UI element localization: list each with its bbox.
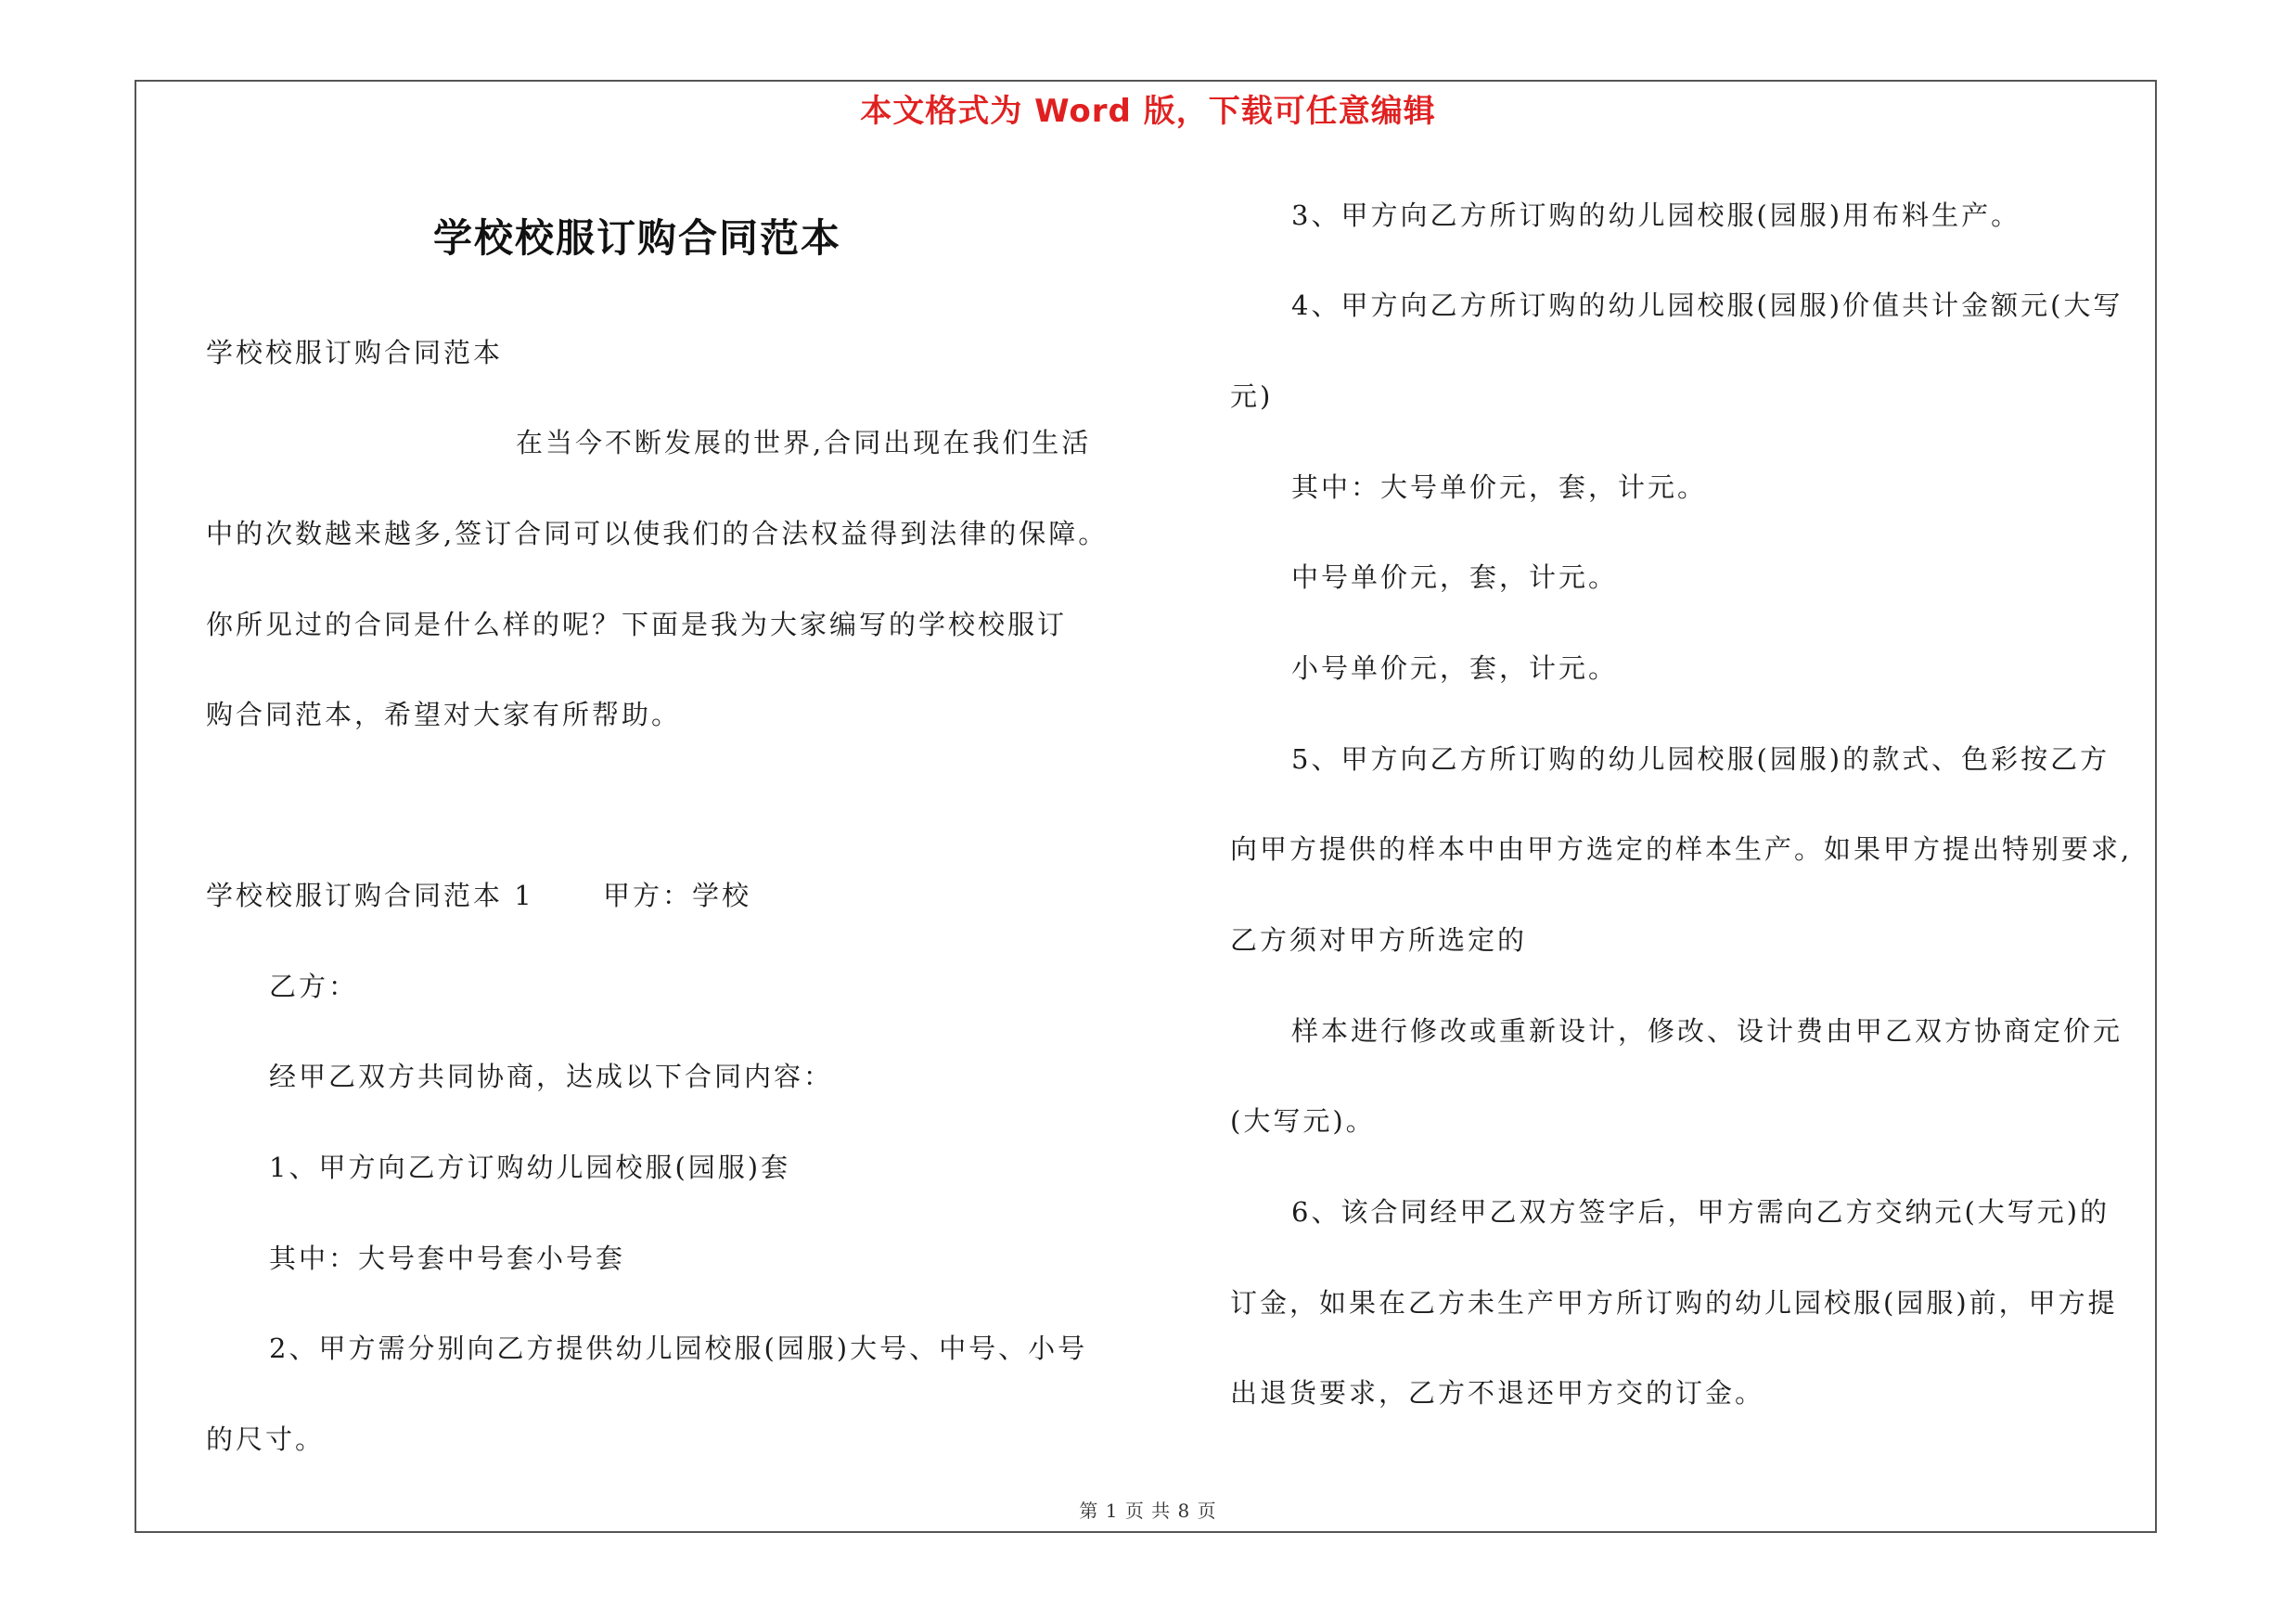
clause-1-line: 1、甲方向乙方订购幼儿园校服(园服)套 [269, 1152, 791, 1183]
clause-6-line-2: 订金，如果在乙方未生产甲方所订购的幼儿园校服(园服)前，甲方提 [1230, 1287, 2118, 1319]
word-format-banner: 本文格式为 Word 版，下载可任意编辑 [860, 93, 1436, 130]
party-b-line: 乙方： [269, 971, 359, 1002]
clause-2-line-2: 的尺寸。 [206, 1423, 326, 1455]
clause-5-line-1: 5、甲方向乙方所订购的幼儿园校服(园服)的款式、色彩按乙方 [1291, 743, 2110, 775]
intro-heading: 学校校服订购合同范本 [206, 337, 504, 368]
medium-size-price-line: 中号单价元，套，计元。 [1291, 561, 1619, 593]
contract-section-heading: 学校校服订购合同范本 1 [206, 880, 534, 911]
clause-2-line-1: 2、甲方需分别向乙方提供幼儿园校服(园服)大号、中号、小号 [269, 1333, 1088, 1364]
agreement-intro-line: 经甲乙双方共同协商，达成以下合同内容： [269, 1061, 834, 1092]
clause-4-line-1: 4、甲方向乙方所订购的幼儿园校服(园服)价值共计金额元(大写 [1291, 290, 2123, 321]
clause-5-line-5: (大写元)。 [1230, 1105, 1376, 1137]
clause-3-line: 3、甲方向乙方所订购的幼儿园校服(园服)用布料生产。 [1291, 200, 2021, 231]
intro-paragraph-line-4: 购合同范本，希望对大家有所帮助。 [206, 699, 682, 730]
intro-paragraph-line-1: 在当今不断发展的世界,合同出现在我们生活 [516, 427, 1092, 458]
clause-6-line-1: 6、该合同经甲乙双方签字后，甲方需向乙方交纳元(大写元)的 [1291, 1196, 2110, 1228]
page-number: 第 1 页 共 8 页 [1079, 1500, 1217, 1522]
intro-paragraph-line-3: 你所见过的合同是什么样的呢？下面是我为大家编写的学校校服订 [206, 609, 1068, 640]
party-a-line: 甲方：学校 [603, 880, 752, 911]
clause-5-line-4: 样本进行修改或重新设计，修改、设计费由甲乙双方协商定价元 [1291, 1015, 2123, 1047]
clause-5-line-2: 向甲方提供的样本中由甲方选定的样本生产。如果甲方提出特别要求, [1230, 833, 2133, 865]
clause-6-line-3: 出退货要求，乙方不退还甲方交的订金。 [1230, 1377, 1765, 1409]
clause-1-sizes-line: 其中：大号套中号套小号套 [269, 1243, 626, 1274]
document-title: 学校校服订购合同范本 [432, 215, 841, 261]
clause-4-line-2: 元) [1230, 380, 1274, 412]
intro-paragraph-line-2: 中的次数越来越多,签订合同可以使我们的合法权益得到法律的保障。 [206, 518, 1109, 549]
large-size-price-line: 其中：大号单价元，套，计元。 [1291, 471, 1708, 503]
clause-5-line-3: 乙方须对甲方所选定的 [1230, 924, 1528, 956]
small-size-price-line: 小号单价元，套，计元。 [1291, 652, 1619, 684]
